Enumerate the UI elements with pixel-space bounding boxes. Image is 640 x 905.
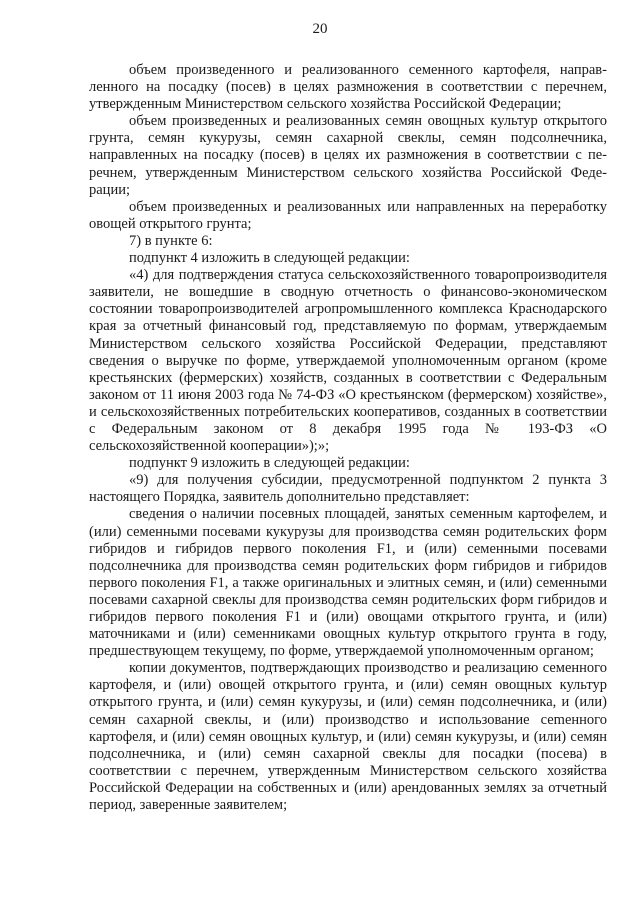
page-number: 20 [312, 21, 328, 37]
document-body [89, 62, 607, 814]
paragraph-vegetable-seeds-volume: объем произведенных и реализованных семян овощных культур открытого грунта, семян кукурузы, семян сахарной свеклы, семян подсолнечника, направленных на посадку (посев) в целях их размножения в соответствии с перечнем, утвержденным Министерством сельского хозяйства Российской Федерации; [89, 113, 607, 198]
paragraph-item-7: 7) в пункте 6: [129, 232, 213, 249]
paragraph-seed-potato-volume: объем произведенного и реализованного семенного картофеля, направленного на посадку (посев) в целях размножения в соответствии с перечнем, утвержденным Министерством сельского хозяйства Российской Федерации; [89, 62, 607, 113]
paragraph-subitem-4-intro: подпункт 4 изложить в следующей редакции: [129, 250, 410, 267]
paragraph-subitem-4-text: «4) для подтверждения статуса сельскохозяйственного товаропроизводителя заявители, не вошедшие в сводную отчетность о финансово-экономическом состоянии товаропроизводителей агропромышленного комплекса Краснодарского края за отчетный финансовый год, представляемую по формам, утверждаемым Министерством сельского хозяйства Российской Федерации, представляют сведения о выручке по форме, утверждаемой уполномоченным органом (кроме крестьянских (фермерских) хозяйств, созданных в соответствии с Федеральным законом от 11 июня 2003 года № 74-ФЗ «О крестьянском (фермерском) хозяйстве», и сельскохозяйственных потребительских кооперативов, созданных в соответствии с Федеральным законом от 8 декабря 1995 года № 193-ФЗ «О сельскохозяйственной кооперации»);»; [89, 267, 607, 455]
paragraph-subitem-9-text: «9) для получения субсидии, предусмотренной подпунктом 2 пункта 3 настоящего Порядка, заявитель дополнительно представляет: [89, 472, 607, 506]
paragraph-vegetables-processing-volume: объем произведенных и реализованных или направленных на переработку овощей открытого грунта; [89, 198, 607, 232]
paragraph-document-copies: копии документов, подтверждающих производство и реализацию семенного картофеля, и (или) овощей открытого грунта, и (или) семян овощных культур открытого грунта, и (или) семян кукурузы, и (или) семян подсолнечника, и (или) семян сахарной свеклы, и (или) производство и использование сеmенного картофеля, и (или) семян овощных культур, и (или) семян кукурузы, и (или) семян подсолнечника, и (или) семян сахарной свеклы для посадки (посева) в соответствии с перечнем, утвержденным Министерством сельского хозяйства Российской Федерации на собственных и (или) арендованных землях за отчетный период, заверенные заявителем; [89, 660, 607, 814]
paragraph-sown-areas-info: сведения о наличии посевных площадей, занятых семенным картофелем, и (или) семенными посевами кукурузы для производства семян родительских форм гибридов и гибридов первого поколения F1, и (или) семенными посевами подсолнечника для производства семян родительских форм гибридов и гибридов первого поколения F1, а также оригинальных и элитных семян, и (или) семенными посевами сахарной свеклы для производства семян родительских форм гибридов и гибридов первого поколения F1 и (или) овощами открытого грунта, и (или) маточниками и (или) семенниками овощных культур открытого грунта в году, предшествующем текущему, по форме, утверждаемой уполномоченным органом; [89, 506, 607, 660]
paragraph-subitem-9-intro: подпункт 9 изложить в следующей редакции: [129, 455, 410, 472]
